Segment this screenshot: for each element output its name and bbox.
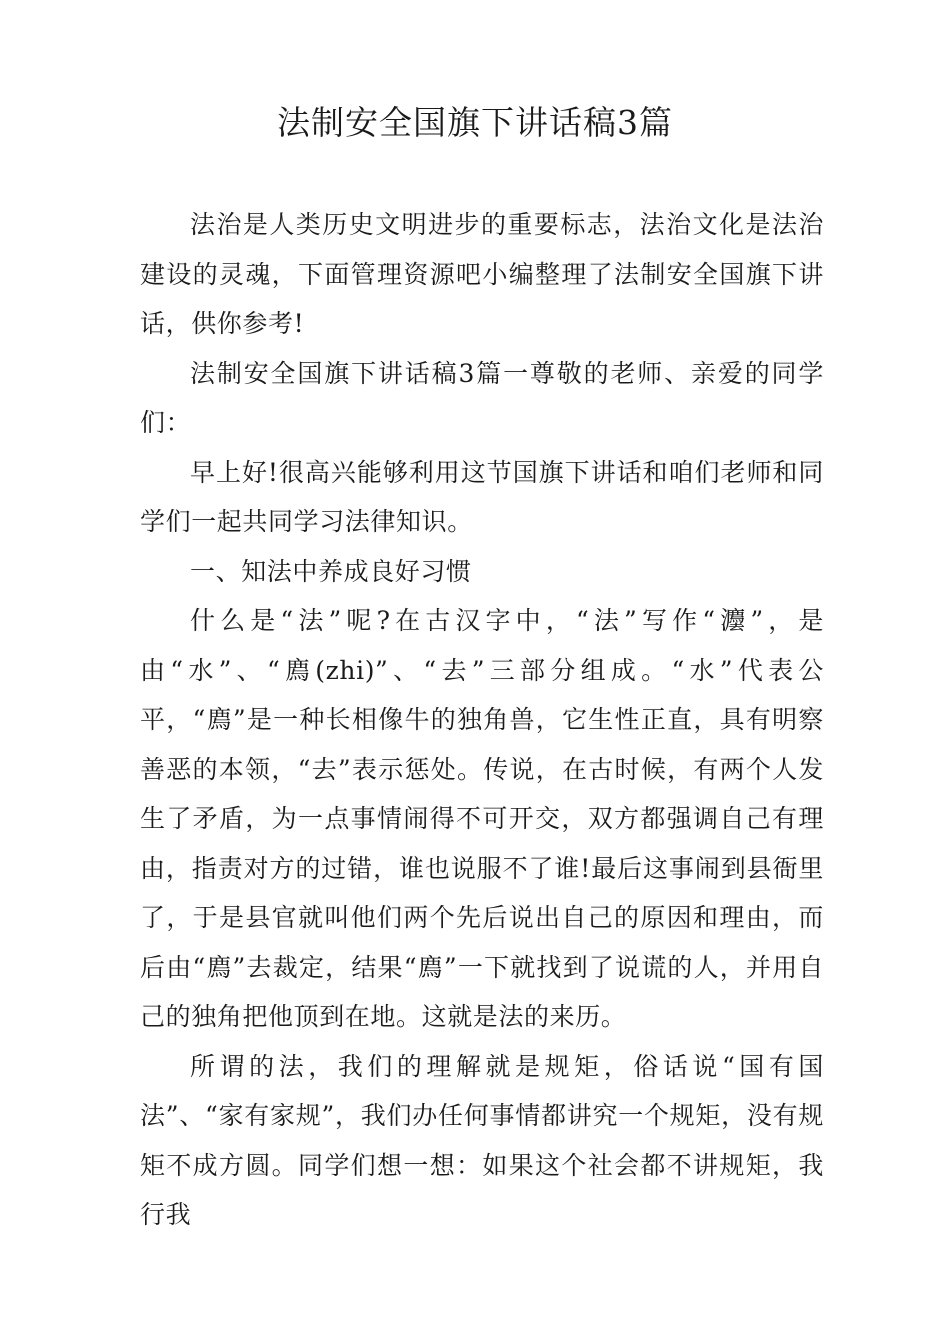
paragraph-intro: 法治是人类历史文明进步的重要标志，法治文化是法治建设的灵魂，下面管理资源吧小编整理了法制安全国旗下讲话，供你参考! xyxy=(140,210,824,338)
document-title: 法制安全国旗下讲话稿3篇 xyxy=(277,103,673,142)
section-heading: 一、知法中养成良好习惯 xyxy=(190,556,472,586)
paragraph-greeting: 法制安全国旗下讲话稿3篇一尊敬的老师、亲爱的同学们： xyxy=(140,358,824,437)
paragraph-origin-of-law: 什么是“法”呢?在古汉字中，“法”写作“灋”，是由“水”、“廌(zhi)”、“去”三部分组成。“水”代表公平，“廌”是一种长相像牛的独角兽，它生性正直，具有明察善恶的本领，“去”表示惩处。传说，在古时候，有两个人发生了矛盾，为一点事情闹得不可开交，双方都强调自己有理由，指责对方的过错，谁也说服不了谁!最后这事闹到县衙里了，于是县官就叫他们两个先后说出自己的原因和理由，而后由“廌”去裁定，结果“廌”一下就找到了说谎的人，并用自己的独角把他顶到在地。这就是法的来历。 xyxy=(140,606,824,1031)
document-body xyxy=(140,200,824,1240)
paragraph-opening: 早上好!很高兴能够利用这节国旗下讲话和咱们老师和同学们一起共同学习法律知识。 xyxy=(140,457,824,536)
paragraph-rules: 所谓的法，我们的理解就是规矩，俗话说“国有国法”、“家有家规”，我们办任何事情都讲究一个规矩，没有规矩不成方圆。同学们想一想：如果这个社会都不讲规矩，我行我 xyxy=(140,1051,824,1229)
